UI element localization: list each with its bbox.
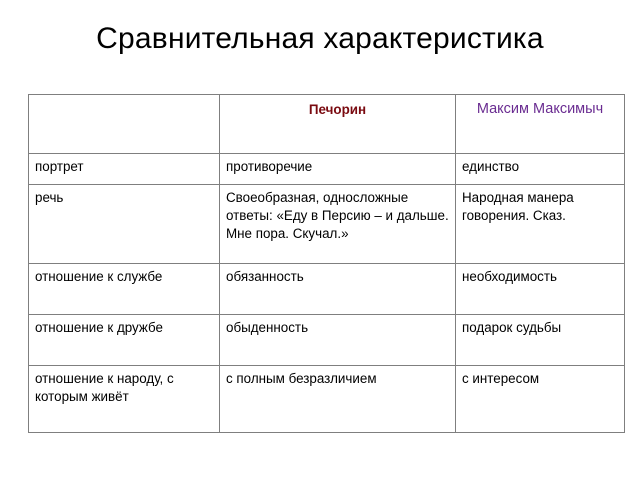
- maksim-cell: необходимость: [456, 264, 625, 315]
- pechorin-cell: с полным безразличием: [220, 366, 456, 433]
- maksim-cell: с интересом: [456, 366, 625, 433]
- criterion-cell: портрет: [29, 154, 220, 185]
- maksim-cell: подарок судьбы: [456, 315, 625, 366]
- table-row: [29, 264, 625, 315]
- page-title: Сравнительная характеристика: [96, 22, 544, 55]
- header-cell-criteria: [29, 95, 220, 154]
- header-cell-maksim: Максим Максимыч: [456, 95, 625, 154]
- pechorin-cell: обыденность: [220, 315, 456, 366]
- maksim-cell: Народная манера говорения. Сказ.: [456, 185, 625, 264]
- table-row: [29, 315, 625, 366]
- criterion-cell: речь: [29, 185, 220, 264]
- criterion-cell: отношение к народу, с которым живёт: [29, 366, 220, 433]
- criterion-cell: отношение к службе: [29, 264, 220, 315]
- pechorin-cell: Своеобразная, односложные ответы: «Еду в Персию – и дальше. Мне пора. Скучал.»: [220, 185, 456, 264]
- pechorin-cell: противоречие: [220, 154, 456, 185]
- maksim-cell: единство: [456, 154, 625, 185]
- criterion-cell: отношение к дружбе: [29, 315, 220, 366]
- table-row: [29, 185, 625, 264]
- table-row: [29, 154, 625, 185]
- table-header-row: [29, 95, 625, 154]
- table-row: [29, 366, 625, 433]
- pechorin-cell: обязанность: [220, 264, 456, 315]
- comparison-table: [28, 94, 625, 433]
- header-cell-pechorin: Печорин: [220, 95, 456, 154]
